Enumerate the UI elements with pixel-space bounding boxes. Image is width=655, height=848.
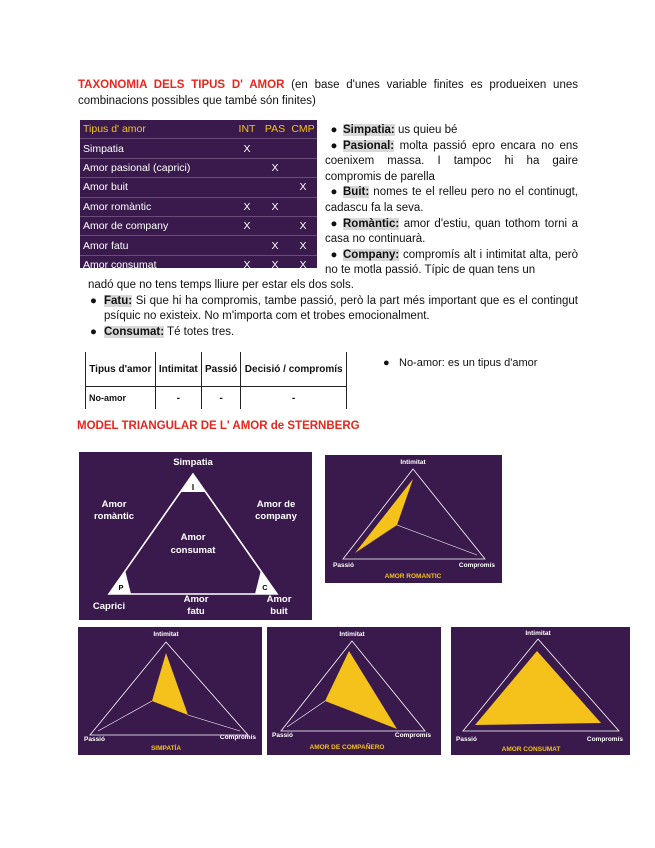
list-item: ● Fatu: Si que hi ha compromis, tambe passió, però la part més important que es el contingut psíquic no existeix. No m'importa com et trobes emocionalment. bbox=[90, 294, 578, 323]
corner-c-label: C bbox=[262, 583, 268, 592]
triangle-top-label: Simpatia bbox=[173, 457, 213, 468]
axis-right-label: Compromís bbox=[394, 732, 431, 739]
term-simpatia: Simpatia: bbox=[343, 124, 395, 136]
row-passio: - bbox=[201, 387, 241, 410]
no-amor-note: ● No-amor: es un tipus d'amor bbox=[383, 357, 538, 369]
def-romantic: amor d'estiu, quan tothom torni a casa no continuarà. bbox=[325, 217, 578, 246]
right-label-line1: Amor de bbox=[256, 499, 296, 510]
intro-text: (en base d'unes variable finites es produeixen unes combinacions possibles que també són finites) bbox=[78, 79, 578, 107]
term-company: Company: bbox=[343, 248, 400, 261]
def-buit: nomes te el relleu pero no el continugt, cadascu fa la seva. bbox=[325, 186, 578, 214]
taxonomy-heading: TAXONOMIA DELS TIPUS D' AMOR bbox=[78, 79, 285, 91]
row-cmp bbox=[289, 158, 317, 177]
term-buit: Buit: bbox=[343, 186, 370, 199]
row-name: Amor buit bbox=[80, 178, 233, 197]
table-row bbox=[80, 158, 317, 177]
company-title: AMOR DE COMPAÑERO bbox=[309, 744, 385, 751]
row-int bbox=[233, 178, 261, 197]
romantic-shape bbox=[355, 479, 413, 553]
table-row bbox=[80, 236, 317, 255]
row-name: Amor consumat bbox=[80, 255, 233, 274]
consumat-panel bbox=[451, 627, 630, 755]
term-pasional: Pasional: bbox=[343, 139, 395, 152]
axis-right-label: Compromís bbox=[586, 736, 623, 743]
row-int: X bbox=[233, 255, 261, 274]
company-panel bbox=[267, 627, 441, 755]
romantic-title: AMOR ROMANTIC bbox=[384, 573, 442, 580]
row-name: Simpatia bbox=[80, 139, 233, 158]
row-name: Amor de company bbox=[80, 216, 233, 235]
list-item: ● Simpatia: us quieu bé bbox=[330, 124, 458, 136]
consumat-title: AMOR CONSUMAT bbox=[501, 746, 561, 753]
row-name: Amor fatu bbox=[80, 236, 233, 255]
list-item: ● Buit: nomes te el relleu pero no el continugt, cadascu fa la seva. bbox=[325, 186, 578, 214]
def-fatu: Si que hi ha compromis, tambe passió, però la part més important que es el contingut psíquic no existeix. No m'importa com et trobes emocionalment. bbox=[104, 294, 578, 323]
row-name: Amor romàntic bbox=[80, 197, 233, 216]
axis-top-label: Intimitat bbox=[525, 630, 551, 637]
def-simpatia: us quieu bé bbox=[394, 124, 458, 136]
definitions-list bbox=[325, 123, 578, 279]
table-row bbox=[80, 139, 317, 158]
right-label-line2: company bbox=[255, 511, 297, 522]
row-pas: X bbox=[261, 197, 289, 216]
axis-left-label: Passió bbox=[84, 736, 105, 743]
company-shape bbox=[325, 651, 397, 729]
row-cmp: X bbox=[289, 216, 317, 235]
header-passio: Passió bbox=[201, 352, 241, 387]
table-row bbox=[80, 255, 317, 274]
axis-top-label: Intimitat bbox=[400, 459, 426, 466]
header-decisio: Decisió / compromís bbox=[241, 352, 347, 387]
def-company-continued: nadó que no tens temps lliure per estar els dos sols. bbox=[88, 279, 354, 291]
axis-left-label: Passió bbox=[456, 736, 477, 743]
taxonomy-header-row bbox=[80, 120, 317, 139]
consumat-shape bbox=[475, 651, 601, 725]
def-company: compromís alt i intimitat alta, però no te motla passió. Típic de quan tens un bbox=[325, 248, 578, 277]
axis-top-label: Intimitat bbox=[339, 631, 365, 638]
axis-left-label: Passió bbox=[272, 732, 293, 739]
row-pas: X bbox=[261, 158, 289, 177]
simpatia-title: SIMPATÍA bbox=[150, 745, 182, 752]
axis-right-label: Compromís bbox=[219, 734, 256, 741]
def-pasional: molta passió epro encara no ens coenixem massa. I tampoc hi ha gaire compromis de parella bbox=[325, 139, 578, 183]
row-pas bbox=[261, 178, 289, 197]
term-romantic: Romàntic: bbox=[343, 217, 400, 230]
def-consumat: Té totes tres. bbox=[164, 325, 235, 338]
row-int: X bbox=[233, 139, 261, 158]
row-cmp: X bbox=[289, 178, 317, 197]
list-item: ● Consumat: Té totes tres. bbox=[90, 325, 235, 338]
corner-i-label: I bbox=[191, 483, 195, 492]
sternberg-heading: MODEL TRIANGULAR DE L' AMOR de STERNBERG bbox=[77, 420, 360, 432]
row-int bbox=[233, 236, 261, 255]
simpatia-panel bbox=[78, 627, 262, 755]
center-label-line1: Amor bbox=[180, 532, 206, 543]
header-type: Tipus d'amor bbox=[86, 352, 156, 387]
row-cmp: X bbox=[289, 255, 317, 274]
header-intimitat: Intimitat bbox=[155, 352, 201, 387]
axis-top-label: Intimitat bbox=[153, 631, 179, 638]
list-item: ● Romàntic: amor d'estiu, quan tothom torni a casa no continuarà. bbox=[325, 217, 578, 246]
no-amor-header-row bbox=[86, 352, 347, 387]
header-pas: PAS bbox=[264, 123, 286, 136]
axis-right-label: Compromís bbox=[458, 562, 495, 569]
row-cmp bbox=[289, 197, 317, 216]
row-name: No-amor bbox=[86, 387, 156, 410]
row-int: X bbox=[233, 197, 261, 216]
left-label-line2: romàntic bbox=[93, 511, 135, 522]
center-label-line2: consumat bbox=[170, 545, 216, 556]
row-intimitat: - bbox=[155, 387, 201, 410]
row-cmp bbox=[289, 139, 317, 158]
no-amor-note-text: No-amor: es un tipus d'amor bbox=[399, 357, 538, 369]
big-triangle-diagram bbox=[79, 452, 312, 620]
left-label-line1: Amor bbox=[101, 499, 127, 510]
table-row bbox=[86, 387, 347, 410]
simpatia-shape bbox=[152, 653, 188, 715]
row-int: X bbox=[233, 216, 261, 235]
list-item: ● Company: compromís alt i intimitat alta, però no te motla passió. Típic de quan tens un bbox=[325, 248, 578, 277]
bottom-left-label: Caprici bbox=[92, 601, 126, 612]
header-cmp: CMP bbox=[291, 123, 315, 136]
corner-p-label: P bbox=[118, 583, 124, 592]
romantic-panel bbox=[325, 455, 502, 583]
table-row bbox=[80, 216, 317, 235]
list-item: ● Pasional: molta passió epro encara no ens coenixem massa. I tampoc hi ha gaire compromis de parella bbox=[325, 139, 578, 183]
bottom-mid-line2: fatu bbox=[187, 606, 205, 617]
row-cmp: X bbox=[289, 236, 317, 255]
row-pas bbox=[261, 216, 289, 235]
row-name: Amor pasional (caprici) bbox=[80, 158, 233, 177]
header-int: INT bbox=[238, 123, 256, 136]
row-int bbox=[233, 158, 261, 177]
table-row bbox=[80, 197, 317, 216]
term-fatu: Fatu: bbox=[104, 294, 133, 307]
term-consumat: Consumat: bbox=[104, 325, 165, 338]
big-triangle-panel bbox=[79, 452, 312, 620]
row-decisio: - bbox=[241, 387, 347, 410]
bottom-mid-line1: Amor bbox=[183, 594, 209, 605]
row-pas: X bbox=[261, 236, 289, 255]
axis-left-label: Passió bbox=[333, 562, 354, 569]
header-type: Tipus d' amor bbox=[83, 123, 146, 136]
table-row bbox=[80, 178, 317, 197]
bottom-right-line1: Amor bbox=[266, 594, 292, 605]
continued-list bbox=[88, 278, 578, 340]
row-pas: X bbox=[261, 255, 289, 274]
bottom-right-line2: buit bbox=[270, 606, 288, 617]
row-pas bbox=[261, 139, 289, 158]
no-amor-table bbox=[85, 352, 347, 409]
taxonomy-table bbox=[80, 120, 317, 271]
intro-paragraph bbox=[78, 77, 578, 109]
